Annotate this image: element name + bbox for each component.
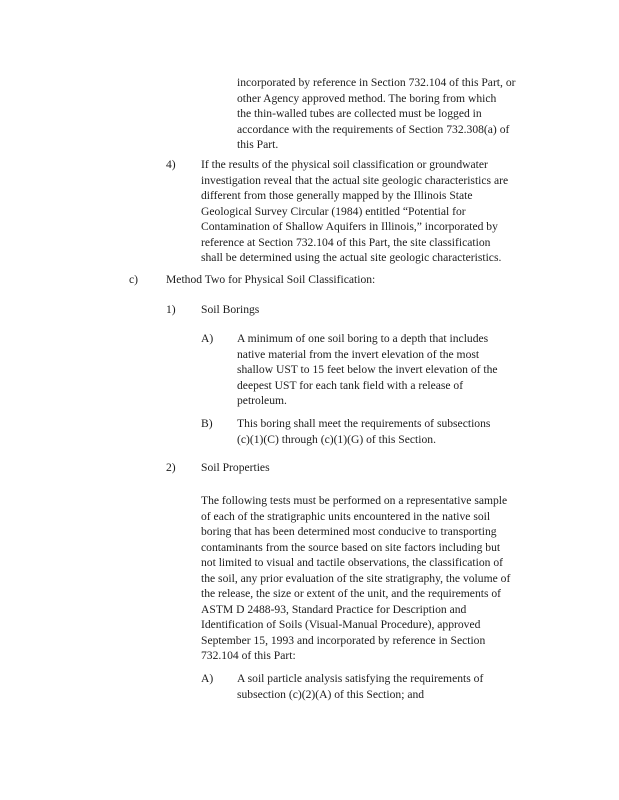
item-2-marker: 2) [166, 461, 176, 474]
item-1a-line: shallow UST to 15 feet below the invert elevation of the [237, 363, 498, 376]
item-2a-paragraph [237, 671, 483, 702]
item-2-line: not limited to visual and tactile observations, the classification of [201, 556, 504, 569]
item-2-line: ASTM D 2488-93, Standard Practice for Description and [201, 602, 467, 616]
item-1a-line: A minimum of one soil boring to a depth that includes [237, 332, 489, 345]
item-4-line: Contamination of Shallow Aquifers in Illinois,” incorporated by [201, 220, 498, 233]
item-2-line: boring that has been determined most conducive to transporting [201, 525, 497, 538]
item-2-line: contaminants from the source based on site factors including but [201, 540, 501, 554]
item-1a-paragraph [237, 331, 498, 409]
item-1a-marker: A) [201, 332, 214, 345]
continuation-line: the thin-walled tubes are collected must be logged in [237, 107, 482, 120]
item-2a-line: A soil particle analysis satisfying the requirements of [237, 672, 484, 685]
item-2-line: 732.104 of this Part: [201, 649, 296, 662]
item-4-paragraph [201, 157, 508, 266]
item-4-line: different from those generally mapped by the Illinois State [201, 189, 473, 202]
item-1-marker: 1) [166, 303, 176, 316]
item-2-line: of each of the stratigraphic units encountered in the native soil [201, 509, 491, 523]
item-2-line: Identification of Soils (Visual-Manual Procedure), approved [201, 618, 481, 631]
item-1a-line: petroleum. [237, 394, 287, 407]
item-2-line: the soil, any prior evaluation of the site stratigraphy, the volume of [201, 571, 511, 585]
item-2-line: September 15, 1993 and incorporated by reference in Section [201, 633, 486, 647]
item-1-heading: Soil Borings [201, 303, 260, 316]
item-4-line: reference at Section 732.104 of this Part, the site classification [201, 235, 491, 249]
item-4-line: Geological Survey Circular (1984) entitled “Potential for [201, 204, 466, 218]
item-4-line: investigation reveal that the actual site geologic characteristics are [201, 173, 509, 187]
item-4-line: shall be determined using the actual site geologic characteristics. [201, 251, 502, 264]
section-c-marker: c) [129, 273, 139, 286]
item-1b-marker: B) [201, 417, 213, 430]
continuation-line: this Part. [237, 138, 279, 151]
item-1b-line: (c)(1)(C) through (c)(1)(G) of this Section. [237, 432, 436, 446]
continuation-line: other Agency approved method. The boring from which [237, 91, 497, 105]
continuation-line: incorporated by reference in Section 732.104 of this Part, or [237, 76, 516, 89]
section-c-heading: Method Two for Physical Soil Classification: [166, 273, 376, 286]
item-2-line: the release, the size or extent of the unit, and the requirements of [201, 587, 502, 600]
item-4-line: If the results of the physical soil classification or groundwater [201, 158, 488, 171]
continuation-line: accordance with the requirements of Section 732.308(a) of [237, 122, 510, 136]
item-2-line: The following tests must be performed on a representative sample [201, 494, 508, 507]
item-1b-paragraph [237, 416, 490, 447]
item-1a-line: deepest UST for each tank field with a release of [237, 378, 464, 392]
item-4-marker: 4) [166, 158, 176, 171]
item-2-paragraph [201, 493, 510, 664]
item-1b-line: This boring shall meet the requirements of subsections [237, 417, 491, 430]
item-2-heading: Soil Properties [201, 461, 270, 474]
item-2a-marker: A) [201, 672, 214, 685]
continuation-paragraph [237, 75, 516, 153]
item-2a-line: subsection (c)(2)(A) of this Section; and [237, 687, 425, 701]
item-1a-line: native material from the invert elevation of the most [237, 347, 480, 361]
